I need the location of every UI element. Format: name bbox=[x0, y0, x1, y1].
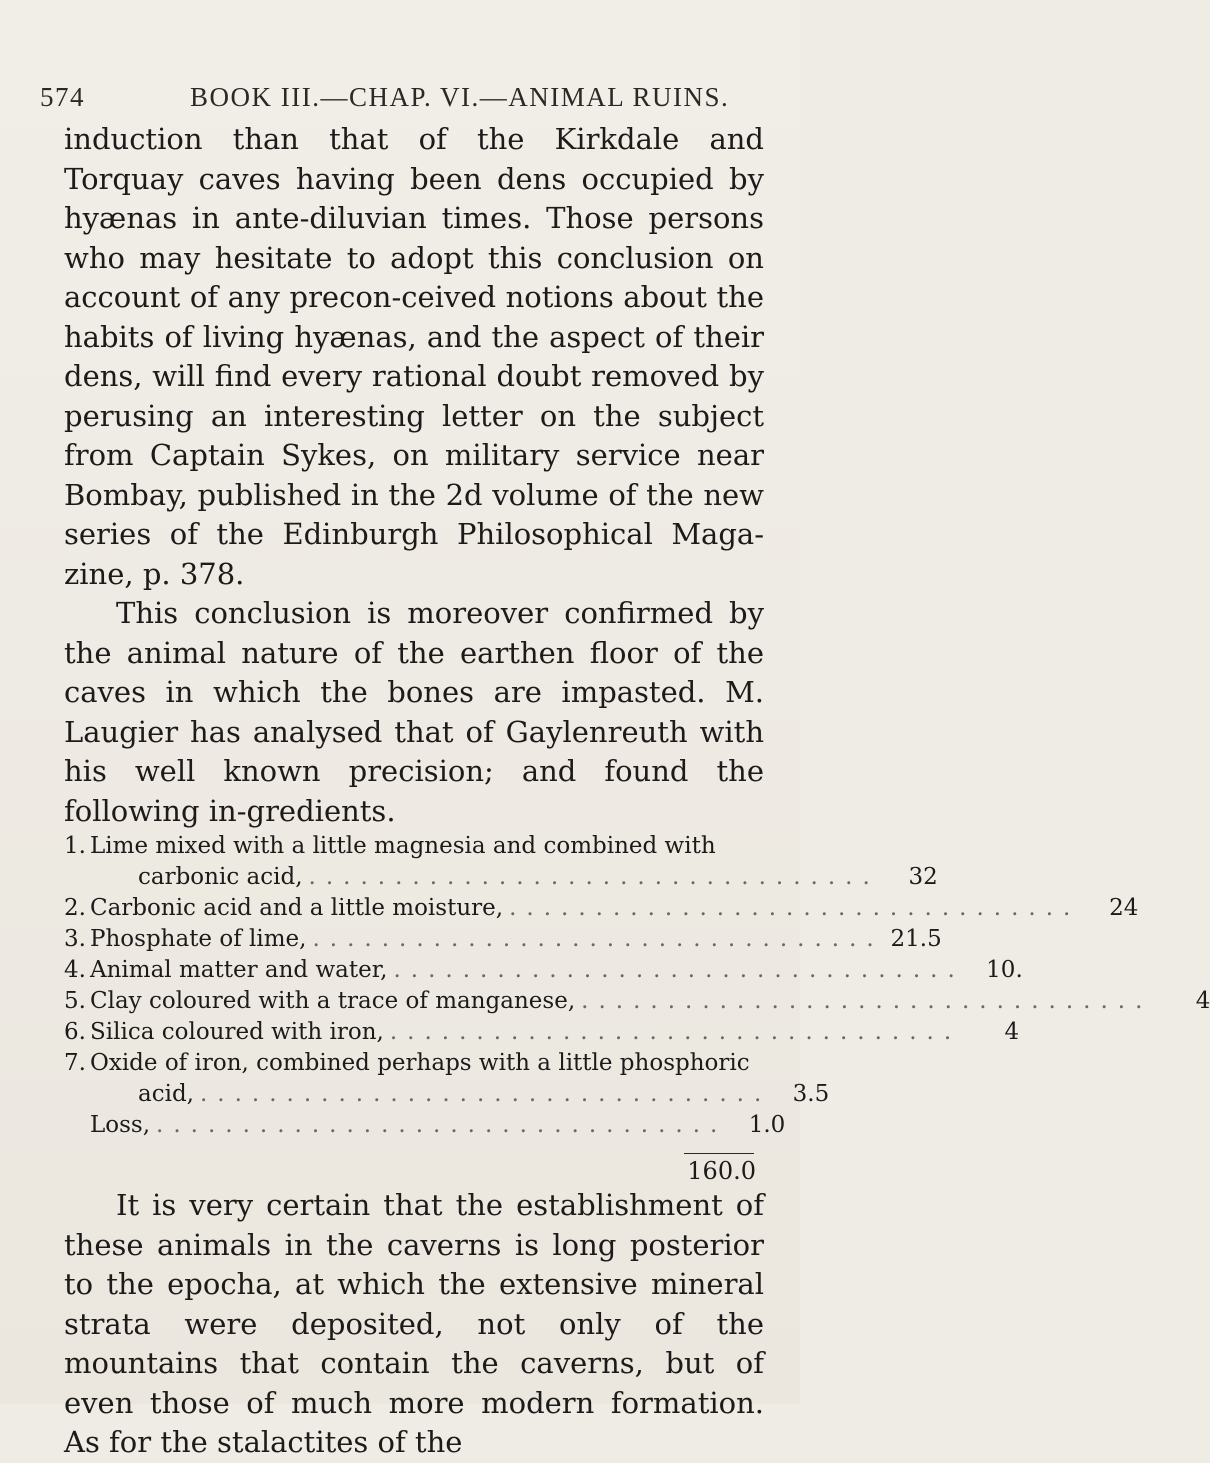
ingredient-row bbox=[64, 1017, 1020, 1048]
running-title: BOOK III.—CHAP. VI.—ANIMAL RUINS. bbox=[190, 82, 730, 112]
ingredient-row bbox=[64, 955, 1023, 986]
ingredient-value: 21.5 bbox=[890, 926, 942, 952]
ingredient-row bbox=[64, 862, 938, 893]
leader-dots: ................................. bbox=[389, 1019, 962, 1045]
ingredient-label: Phosphate of lime, bbox=[90, 926, 307, 952]
ingredient-value: 32 bbox=[908, 864, 938, 890]
running-header bbox=[40, 82, 760, 113]
leader-dots: ................................. bbox=[509, 895, 1081, 921]
paragraph-2: This conclusion is moreover confirmed by the animal nature of the earthen floor of the caves in which the bones are impasted. M. Laugier has analysed that of Gaylenreuth with his well known precision; and found the following in-gredients. bbox=[64, 596, 764, 828]
ingredient-value: 24 bbox=[1109, 895, 1139, 921]
ingredient-value: 4 bbox=[1195, 988, 1210, 1014]
ingredient-value: 4 bbox=[1004, 1019, 1020, 1045]
ingredient-label: Loss, bbox=[90, 1112, 151, 1138]
ingredients-list bbox=[64, 831, 1210, 1141]
ingredient-value: 3.5 bbox=[792, 1081, 830, 1107]
ingredient-value: 1.0 bbox=[748, 1112, 786, 1138]
ingredient-label: Animal matter and water, bbox=[90, 957, 388, 983]
paragraph-3: It is very certain that the establishment of these animals in the caverns is long posterior to the epocha, at which the extensive mineral strata were deposited, not only of the mountains that contain the caverns, but of even those of much more modern formation. As for the stalactites of the bbox=[64, 1188, 764, 1459]
paragraph-1: induction than that of the Kirkdale and Torquay caves having been dens occupied by hyænas in ante-diluvian times. Those persons who may hesitate to adopt this conclusion on account of any precon-ceived notions about the habits of living hyænas, and the aspect of their dens, will find every rational doubt removed by perusing an interesting letter on the subject from Captain Sykes, on military service near Bombay, published in the 2d volume of the new series of the Edinburgh Philosophical Maga-zine, p. 378. bbox=[64, 122, 764, 591]
page-number: 574 bbox=[40, 82, 85, 112]
ingredient-number: 7. bbox=[64, 1050, 86, 1076]
ingredient-number: 5. bbox=[64, 988, 86, 1014]
page-body bbox=[64, 120, 1210, 1463]
ingredient-number: 4. bbox=[64, 957, 86, 983]
ingredient-number: 1. bbox=[64, 833, 86, 859]
ingredient-label: Oxide of iron, combined perhaps with a little phosphoric bbox=[90, 1050, 750, 1076]
leader-dots: ................................. bbox=[393, 957, 965, 983]
ingredient-row bbox=[64, 893, 1139, 924]
total-rule bbox=[684, 1153, 754, 1154]
ingredient-label: Carbonic acid and a little moisture, bbox=[90, 895, 504, 921]
ingredients-total: 160.0 bbox=[687, 1157, 756, 1185]
leader-dots: ................................. bbox=[581, 988, 1153, 1014]
ingredient-label-continued: acid, bbox=[138, 1081, 194, 1107]
ingredient-label: Silica coloured with iron, bbox=[90, 1019, 384, 1045]
ingredient-value: 10. bbox=[986, 957, 1023, 983]
ingredient-row bbox=[64, 831, 764, 862]
ingredient-row bbox=[64, 1048, 764, 1079]
ingredient-label: Clay coloured with a trace of manganese, bbox=[90, 988, 576, 1014]
ingredient-row bbox=[64, 1079, 830, 1110]
leader-dots: ................................. bbox=[312, 926, 884, 952]
ingredient-number: 2. bbox=[64, 895, 86, 921]
ingredient-label-continued: carbonic acid, bbox=[138, 864, 303, 890]
ingredient-number: 6. bbox=[64, 1019, 86, 1045]
ingredient-number: 3. bbox=[64, 926, 86, 952]
ingredient-row bbox=[64, 986, 1210, 1017]
leader-dots: ................................. bbox=[156, 1112, 728, 1138]
leader-dots: ................................. bbox=[199, 1081, 772, 1107]
ingredient-label: Lime mixed with a little magnesia and combined with bbox=[90, 833, 716, 859]
ingredient-row bbox=[64, 1110, 786, 1141]
ingredient-row bbox=[64, 924, 942, 955]
leader-dots: ................................. bbox=[308, 864, 880, 890]
